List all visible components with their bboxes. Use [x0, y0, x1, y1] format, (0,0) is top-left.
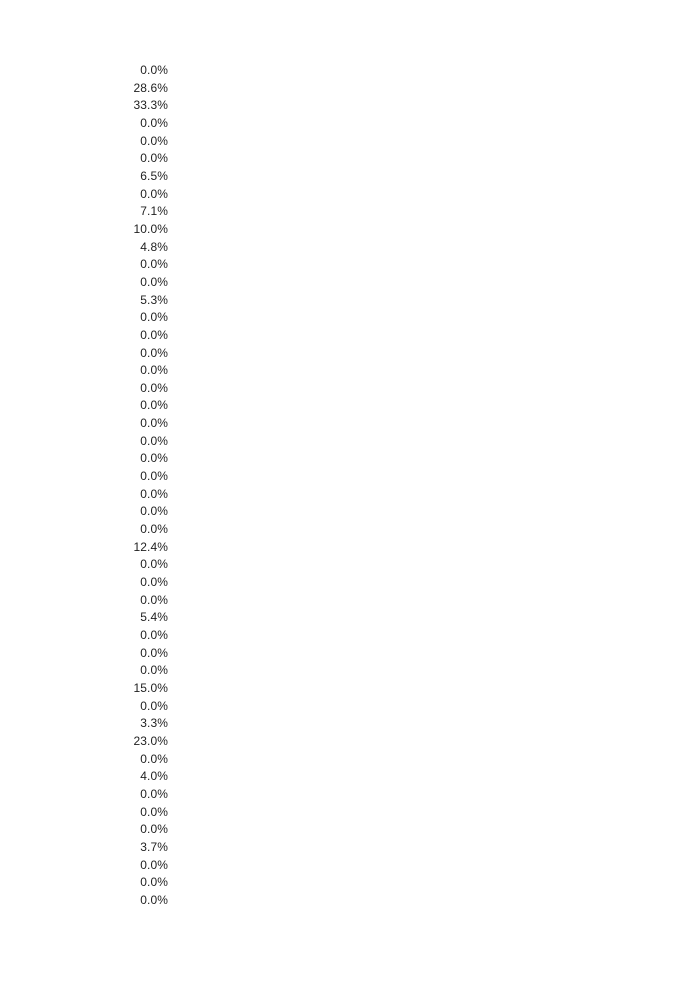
percentage-value: 0.0%: [140, 892, 168, 907]
percentage-value: 0.0%: [140, 63, 168, 77]
percentage-value: 0.0%: [140, 822, 168, 837]
percentage-value: 0.0%: [140, 592, 168, 607]
percentage-value: 0.0%: [140, 875, 168, 890]
percentage-value: 0.0%: [140, 628, 168, 642]
percentage-value: 0.0%: [140, 451, 168, 466]
percentage-value: 4.8%: [140, 239, 168, 254]
percentage-value: 28.6%: [133, 80, 168, 95]
percentage-value: 0.0%: [140, 486, 168, 501]
percentage-value: 0.0%: [140, 557, 168, 572]
percentage-value: 0.0%: [140, 380, 168, 395]
percentage-value-column: [98, 62, 168, 910]
percentage-value: 0.0%: [140, 416, 168, 431]
percentage-value: 10.0%: [133, 221, 168, 236]
percentage-value: 12.4%: [133, 539, 168, 554]
percentage-value: 0.0%: [140, 575, 168, 590]
percentage-value: 0.0%: [140, 469, 168, 484]
percentage-value: 33.3%: [133, 98, 168, 113]
percentage-value: 0.0%: [140, 186, 168, 201]
percentage-value: 0.0%: [140, 257, 168, 272]
percentage-value: 0.0%: [140, 327, 168, 342]
percentage-value: 0.0%: [140, 363, 168, 378]
percentage-value: 0.0%: [140, 663, 168, 678]
percentage-value: 6.5%: [140, 168, 168, 183]
percentage-value: 0.0%: [140, 522, 168, 537]
percentage-value: 0.0%: [140, 115, 168, 130]
percentage-value: 0.0%: [140, 751, 168, 766]
percentage-value: 4.0%: [140, 769, 168, 784]
percentage-value: 0.0%: [140, 398, 168, 413]
percentage-value: 5.3%: [140, 292, 168, 307]
percentage-value: 0.0%: [140, 857, 168, 872]
percentage-value: 0.0%: [140, 645, 168, 660]
percentage-value: 0.0%: [140, 504, 168, 519]
percentage-value: 0.0%: [140, 786, 168, 801]
percentage-value: 3.3%: [140, 716, 168, 731]
percentage-value: 0.0%: [140, 133, 168, 148]
percentage-value: 5.4%: [140, 610, 168, 625]
percentage-value: 0.0%: [140, 274, 168, 289]
percentage-value: 23.0%: [133, 733, 168, 748]
percentage-value: 15.0%: [133, 680, 168, 695]
percentage-value: 7.1%: [140, 204, 168, 219]
percentage-value: 0.0%: [140, 151, 168, 166]
percentage-value: 3.7%: [140, 839, 168, 854]
percentage-value: 0.0%: [140, 310, 168, 325]
percentage-value: 0.0%: [140, 345, 168, 360]
percentage-value: 0.0%: [140, 698, 168, 713]
percentage-value: 0.0%: [140, 433, 168, 448]
percentage-value: 0.0%: [140, 804, 168, 819]
